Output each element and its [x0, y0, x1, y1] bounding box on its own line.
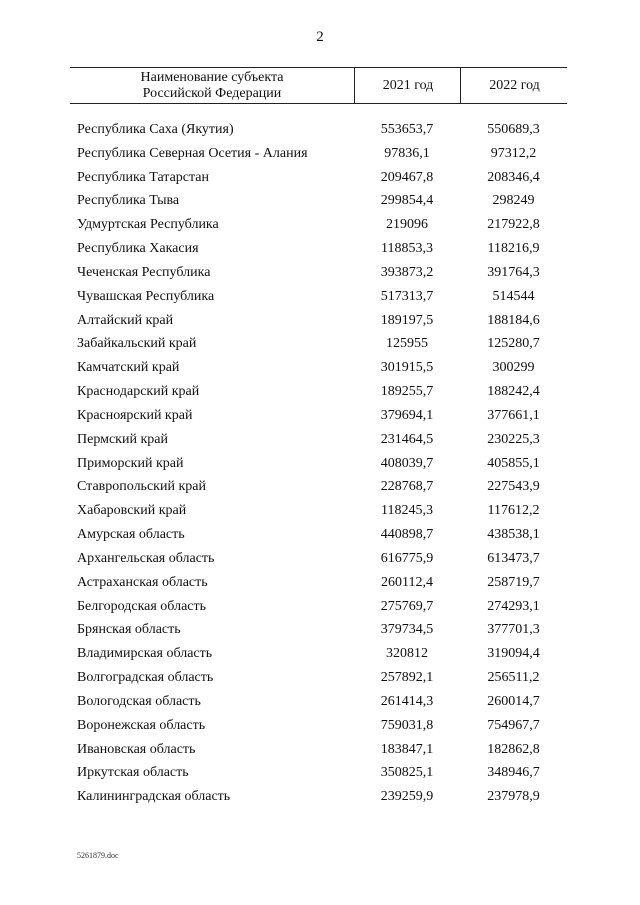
value-2021-cell: 393873,2 — [380, 264, 434, 280]
region-name-cell: Забайкальский край — [77, 336, 197, 352]
table-row — [0, 142, 640, 166]
page-number: 2 — [316, 29, 324, 45]
value-2022-cell: 97312,2 — [490, 145, 537, 161]
region-name-cell: Краснодарский край — [77, 384, 200, 400]
value-2021-cell: 350825,1 — [380, 765, 434, 781]
value-2022-cell: 117612,2 — [487, 503, 540, 519]
table-row — [0, 690, 640, 714]
region-name-cell: Хабаровский край — [77, 503, 187, 519]
table-row — [0, 237, 640, 261]
region-name-cell: Красноярский край — [77, 407, 193, 423]
header-year-2022: 2022 год — [460, 68, 568, 103]
region-name-cell: Ставропольский край — [77, 479, 206, 495]
value-2021-cell: 189197,5 — [380, 312, 434, 328]
value-2022-cell: 258719,7 — [487, 574, 540, 590]
region-name-cell: Республика Тыва — [77, 193, 180, 209]
value-2022-cell: 298249 — [492, 193, 535, 209]
value-2022-cell: 514544 — [492, 288, 535, 304]
region-name-cell: Алтайский край — [77, 312, 174, 328]
value-2022-cell: 438538,1 — [487, 527, 540, 543]
value-2022-cell: 300299 — [492, 360, 535, 376]
value-2021-cell: 759031,8 — [380, 717, 434, 733]
value-2022-cell: 237978,9 — [487, 789, 540, 805]
region-name-cell: Республика Хакасия — [77, 241, 199, 257]
value-2021-cell: 379734,5 — [380, 622, 434, 638]
value-2021-cell: 118245,3 — [381, 503, 433, 519]
value-2022-cell: 260014,7 — [487, 693, 540, 709]
table-row — [0, 261, 640, 285]
value-2021-cell: 228768,7 — [380, 479, 434, 495]
value-2022-cell: 182862,8 — [487, 741, 540, 757]
value-2022-cell: 217922,8 — [487, 217, 540, 233]
value-2021-cell: 260112,4 — [381, 574, 433, 590]
table-row — [0, 428, 640, 452]
value-2021-cell: 320812 — [386, 646, 428, 662]
region-name-cell: Приморский край — [77, 455, 184, 471]
value-2021-cell: 301915,5 — [380, 360, 434, 376]
table-row — [0, 309, 640, 333]
value-2022-cell: 188242,4 — [487, 384, 540, 400]
value-2022-cell: 188184,6 — [487, 312, 540, 328]
value-2022-cell: 230225,3 — [487, 431, 540, 447]
value-2022-cell: 319094,4 — [487, 646, 540, 662]
header-year-2021: 2021 год — [354, 68, 461, 103]
value-2022-cell: 125280,7 — [487, 336, 540, 352]
table-row — [0, 380, 640, 404]
table-row — [0, 785, 640, 809]
table-row — [0, 499, 640, 523]
region-name-cell: Амурская область — [77, 527, 185, 543]
table-row — [0, 404, 640, 428]
region-name-cell: Республика Саха (Якутия) — [77, 122, 234, 137]
region-name-cell: Архангельская область — [77, 550, 215, 566]
region-name-cell: Иркутская область — [77, 765, 189, 781]
value-2021-cell: 118853,3 — [381, 241, 433, 257]
value-2021-cell: 517313,7 — [380, 288, 434, 304]
table-row — [0, 642, 640, 666]
value-2022-cell: 550689,3 — [487, 122, 540, 137]
value-2021-cell: 275769,7 — [380, 598, 434, 614]
region-name-cell: Воронежская область — [77, 717, 206, 733]
region-name-cell: Камчатский край — [77, 360, 180, 376]
value-2021-cell: 219096 — [386, 217, 428, 233]
table-row — [0, 285, 640, 309]
region-name-cell: Калининградская область — [77, 789, 231, 805]
region-name-cell: Пермский край — [77, 431, 168, 447]
value-2022-cell: 274293,1 — [487, 598, 540, 614]
table-body — [0, 118, 640, 809]
table-row — [0, 332, 640, 356]
value-2022-cell: 391764,3 — [487, 264, 540, 280]
value-2021-cell: 183847,1 — [380, 741, 434, 757]
region-name-cell: Удмуртская Республика — [77, 217, 219, 233]
region-name-cell: Республика Северная Осетия - Алания — [77, 145, 308, 161]
header-region-name: Наименование субъекта Российской Федерации — [140, 69, 284, 101]
table-row — [0, 213, 640, 237]
region-name-cell: Чувашская Республика — [77, 288, 215, 304]
value-2022-cell: 256511,2 — [487, 670, 540, 686]
value-2021-cell: 257892,1 — [380, 670, 434, 686]
region-name-cell: Владимирская область — [77, 646, 213, 662]
value-2022-cell: 377661,1 — [487, 407, 540, 423]
region-name-cell: Белгородская область — [77, 598, 207, 614]
value-2021-cell: 440898,7 — [380, 527, 434, 543]
table-row — [0, 714, 640, 738]
value-2021-cell: 261414,3 — [380, 693, 434, 709]
table-row — [0, 356, 640, 380]
value-2022-cell: 348946,7 — [487, 765, 540, 781]
value-2021-cell: 299854,4 — [380, 193, 434, 209]
value-2022-cell: 227543,9 — [487, 479, 540, 495]
document-code: 5261879.doc — [77, 851, 119, 860]
value-2021-cell: 189255,7 — [380, 384, 434, 400]
table-row — [0, 189, 640, 213]
value-2021-cell: 379694,1 — [380, 407, 434, 423]
region-name-cell: Вологодская область — [77, 693, 201, 709]
value-2021-cell: 553653,7 — [380, 122, 434, 137]
region-name-cell: Астраханская область — [77, 574, 208, 590]
value-2022-cell: 377701,3 — [487, 622, 540, 638]
table-row — [0, 166, 640, 190]
value-2022-cell: 208346,4 — [487, 169, 540, 185]
table-row — [0, 452, 640, 476]
region-name-cell: Волгоградская область — [77, 670, 214, 686]
value-2022-cell: 118216,9 — [487, 241, 540, 257]
table-row — [0, 571, 640, 595]
value-2022-cell: 405855,1 — [487, 455, 540, 471]
value-2021-cell: 239259,9 — [380, 789, 434, 805]
value-2021-cell: 231464,5 — [380, 431, 434, 447]
value-2021-cell: 616775,9 — [380, 550, 434, 566]
table-row — [0, 618, 640, 642]
table-row — [0, 595, 640, 619]
value-2021-cell: 125955 — [386, 336, 428, 352]
table-row — [0, 547, 640, 571]
value-2021-cell: 408039,7 — [380, 455, 434, 471]
table-header — [70, 67, 567, 104]
table-row — [0, 475, 640, 499]
table-row — [0, 761, 640, 785]
value-2021-cell: 209467,8 — [380, 169, 434, 185]
value-2022-cell: 613473,7 — [487, 550, 540, 566]
region-name-cell: Республика Татарстан — [77, 169, 210, 185]
value-2022-cell: 754967,7 — [487, 717, 540, 733]
region-name-cell: Чеченская Республика — [77, 264, 211, 280]
value-2021-cell: 97836,1 — [384, 145, 430, 161]
region-name-cell: Брянская область — [77, 622, 181, 638]
table-row — [0, 118, 640, 142]
table-row — [0, 666, 640, 690]
table-row — [0, 523, 640, 547]
table-row — [0, 738, 640, 762]
region-name-cell: Ивановская область — [77, 741, 196, 757]
